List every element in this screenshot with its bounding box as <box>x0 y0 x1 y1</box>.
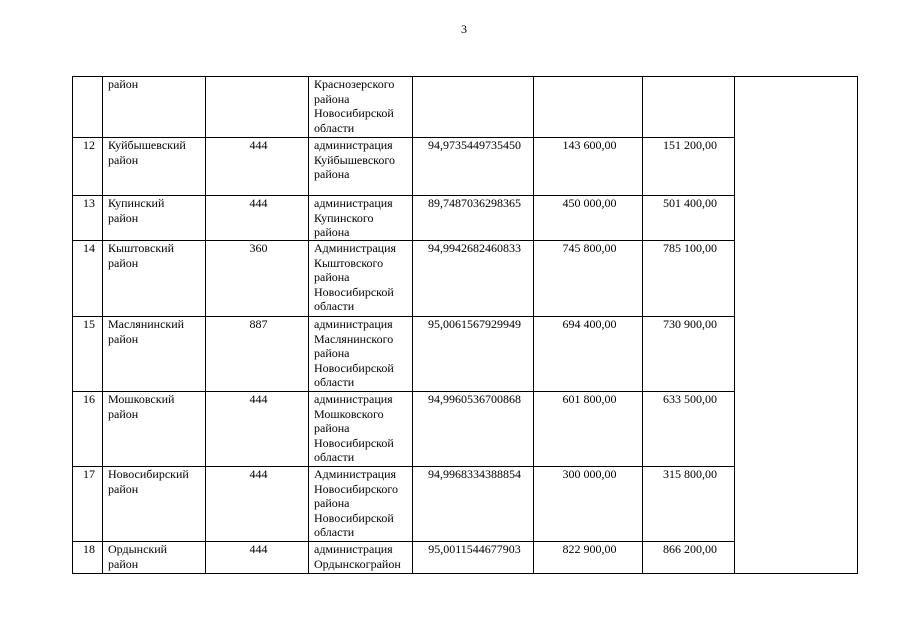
coefficient-cell: 95,0061567929949 <box>413 317 534 392</box>
administration-line: области <box>314 450 355 465</box>
amount-1-cell: 450 000,00 <box>534 196 643 241</box>
district-line: район <box>108 331 139 346</box>
row-number-cell: 12 <box>73 138 103 196</box>
district-line: район <box>108 77 139 91</box>
administration-line: администрация <box>314 392 393 406</box>
administration-line: Новосибирской <box>314 360 394 375</box>
amount-2-cell: 730 900,00 <box>643 317 735 392</box>
amount-2-cell: 151 200,00 <box>643 138 735 196</box>
administration-cell <box>309 467 413 542</box>
code-cell: 444 <box>206 392 309 467</box>
administration-line: Новосибирского <box>314 481 398 496</box>
administration-line: администрация <box>314 138 393 152</box>
district-cell <box>103 392 206 467</box>
district-line: район <box>108 210 139 225</box>
amount-1-cell: 822 900,00 <box>534 542 643 574</box>
district-line: Новосибирский <box>108 467 189 481</box>
administration-line: Новосибирской <box>314 510 394 525</box>
amount-2-cell: 501 400,00 <box>643 196 735 241</box>
district-cell <box>103 196 206 241</box>
administration-line: администрация <box>314 196 393 210</box>
district-line: Куйбышевский <box>108 138 186 152</box>
district-line: Маслянинский <box>108 317 185 331</box>
administration-cell <box>309 77 413 138</box>
district-line: район <box>108 406 139 421</box>
amount-1-cell: 745 800,00 <box>534 241 643 317</box>
district-cell <box>103 317 206 392</box>
coefficient-cell: 94,9960536700868 <box>413 392 534 467</box>
amount-2-cell: 785 100,00 <box>643 241 735 317</box>
administration-cell <box>309 138 413 196</box>
blank-column-cell <box>735 77 858 574</box>
row-number-cell: 16 <box>73 392 103 467</box>
amount-2-cell: 866 200,00 <box>643 542 735 574</box>
administration-line: Мошковского <box>314 406 384 421</box>
amount-1-cell: 694 400,00 <box>534 317 643 392</box>
coefficient-cell: 94,9942682460833 <box>413 241 534 317</box>
amount-2-cell: 315 800,00 <box>643 467 735 542</box>
administration-line: области <box>314 375 355 390</box>
row-number-cell: 14 <box>73 241 103 317</box>
administration-line: области <box>314 120 355 135</box>
district-line: район <box>108 481 139 496</box>
amount-1-cell <box>534 77 643 138</box>
amount-1-cell: 300 000,00 <box>534 467 643 542</box>
code-cell <box>206 77 309 138</box>
administration-line: Новосибирской <box>314 435 394 450</box>
row-number-cell: 17 <box>73 467 103 542</box>
administration-line: района <box>314 91 350 106</box>
amount-1-cell: 143 600,00 <box>534 138 643 196</box>
administration-line: области <box>314 299 355 314</box>
district-line: Купинский <box>108 196 165 210</box>
code-cell: 360 <box>206 241 309 317</box>
administration-line: Купинского <box>314 210 374 225</box>
coefficient-cell: 94,9735449735450 <box>413 138 534 196</box>
district-line: район <box>108 152 139 167</box>
administration-line: Администрация <box>314 241 397 255</box>
administration-line: района <box>314 270 350 285</box>
administration-line: района <box>314 421 350 436</box>
district-line: Мошковский <box>108 392 175 406</box>
district-cell <box>103 467 206 542</box>
coefficient-cell: 89,7487036298365 <box>413 196 534 241</box>
administration-line: администрация <box>314 317 393 331</box>
row-number-cell: 18 <box>73 542 103 574</box>
district-line: район <box>108 556 139 571</box>
administration-line: Краснозерского <box>314 77 395 91</box>
administration-cell <box>309 196 413 241</box>
administration-line: Ордынскограйон <box>314 556 401 571</box>
amount-1-cell: 601 800,00 <box>534 392 643 467</box>
district-cell <box>103 241 206 317</box>
code-cell: 444 <box>206 542 309 574</box>
administration-cell <box>309 392 413 467</box>
administration-cell <box>309 542 413 574</box>
administration-line: Новосибирской <box>314 106 394 121</box>
allocation-table <box>72 76 858 574</box>
district-line: Ордынский <box>108 542 168 556</box>
code-cell: 444 <box>206 196 309 241</box>
administration-line: района <box>314 225 350 240</box>
administration-line: Администрация <box>314 467 397 481</box>
administration-line: Куйбышевского <box>314 152 396 167</box>
administration-line: района <box>314 167 350 182</box>
code-cell: 444 <box>206 138 309 196</box>
code-cell: 887 <box>206 317 309 392</box>
table-row <box>73 77 858 138</box>
district-line: район <box>108 255 139 270</box>
code-cell: 444 <box>206 467 309 542</box>
administration-line: администрация <box>314 542 393 556</box>
administration-line: Маслянинского <box>314 331 394 346</box>
administration-line: района <box>314 346 350 361</box>
amount-2-cell: 633 500,00 <box>643 392 735 467</box>
administration-line: Новосибирской <box>314 284 394 299</box>
administration-cell <box>309 241 413 317</box>
row-number-cell: 13 <box>73 196 103 241</box>
administration-line: района <box>314 496 350 511</box>
amount-2-cell <box>643 77 735 138</box>
page-number: 3 <box>461 22 467 36</box>
district-cell <box>103 77 206 138</box>
row-number-cell: 15 <box>73 317 103 392</box>
district-line: Кыштовский <box>108 241 174 255</box>
district-cell <box>103 542 206 574</box>
coefficient-cell: 95,0011544677903 <box>413 542 534 574</box>
administration-cell <box>309 317 413 392</box>
administration-line: области <box>314 525 355 540</box>
coefficient-cell: 94,9968334388854 <box>413 467 534 542</box>
coefficient-cell <box>413 77 534 138</box>
row-number-cell <box>73 77 103 138</box>
district-cell <box>103 138 206 196</box>
administration-line: Кыштовского <box>314 255 384 270</box>
